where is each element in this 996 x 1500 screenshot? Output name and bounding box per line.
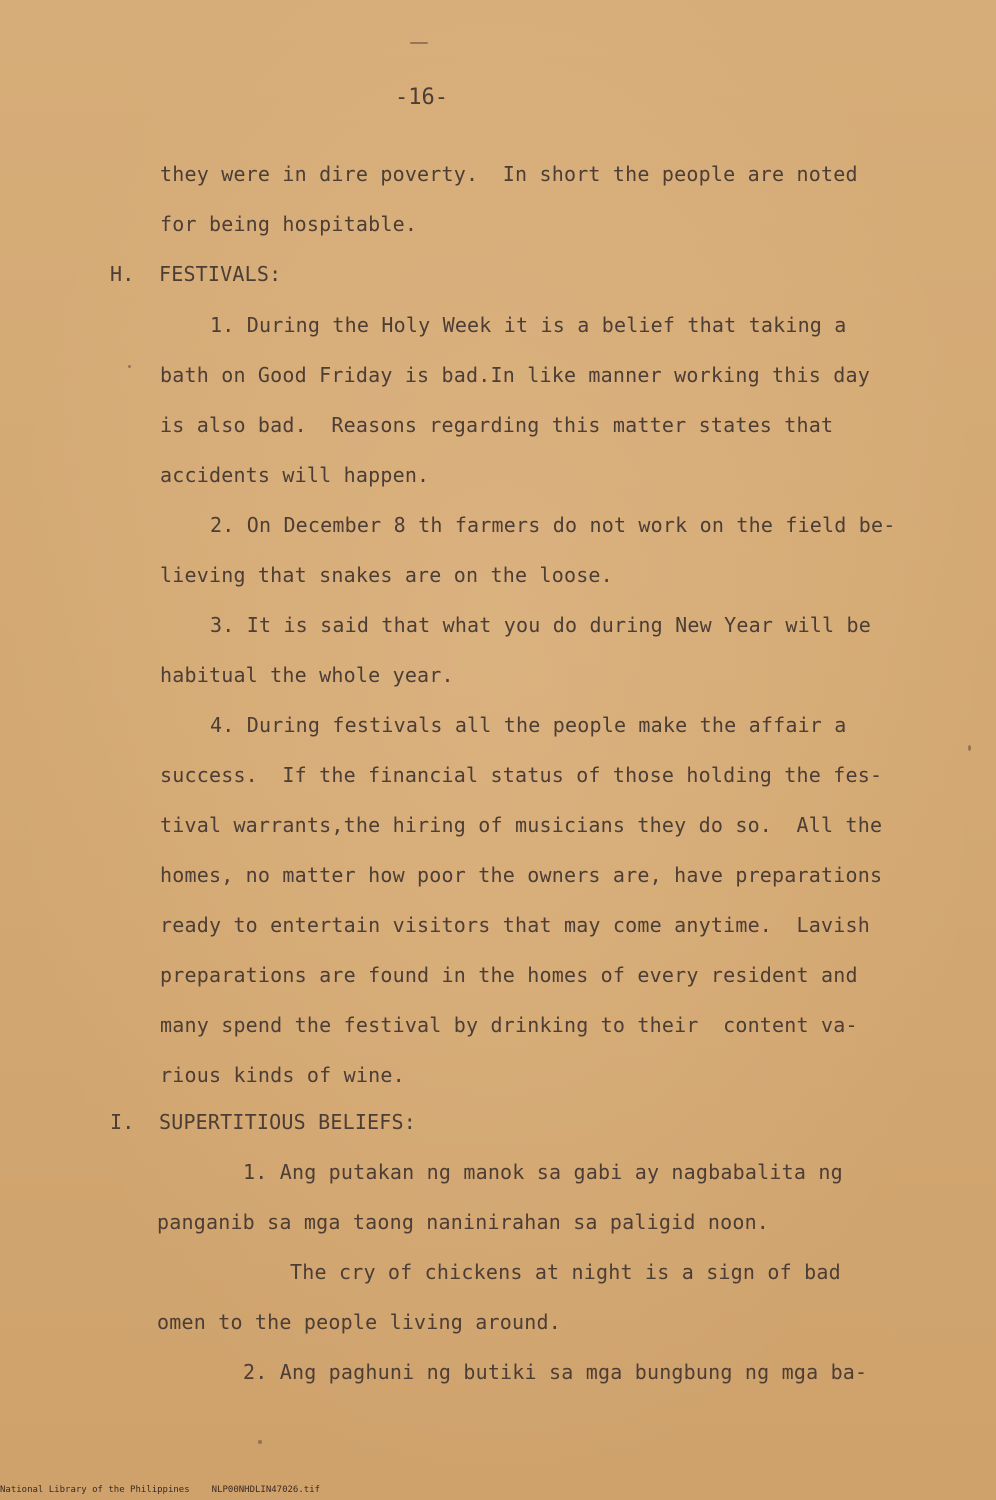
text-line: lieving that snakes are on the loose. <box>160 563 613 587</box>
text-line: tival warrants,the hiring of musicians they do so. All the <box>160 813 883 837</box>
text-line: preparations are found in the homes of every resident and <box>160 963 858 987</box>
text-line: 2. Ang paghuni ng butiki sa mga bungbung ng mga ba- <box>243 1360 868 1384</box>
text-line: 1. Ang putakan ng manok sa gabi ay nagbabalita ng <box>243 1160 843 1184</box>
section-heading-i: I. SUPERTITIOUS BELIEFS: <box>110 1110 417 1134</box>
text-line: homes, no matter how poor the owners are, have preparations <box>160 863 883 887</box>
page-number: -16- <box>395 85 448 110</box>
text-line: success. If the financial status of those holding the fes- <box>160 763 883 787</box>
footer-file-id: NLP00NHDLIN47026.tif <box>211 1485 321 1495</box>
text-line: rious kinds of wine. <box>160 1063 405 1087</box>
section-heading-h: H. FESTIVALS: <box>110 262 282 286</box>
text-line: 4. During festivals all the people make the affair a <box>210 713 847 737</box>
paper-speck <box>410 42 428 44</box>
paper-speck <box>968 745 971 751</box>
text-line: habitual the whole year. <box>160 663 454 687</box>
text-line: 2. On December 8 th farmers do not work on the field be- <box>210 513 896 537</box>
text-line: ready to entertain visitors that may come anytime. Lavish <box>160 913 870 937</box>
text-line: accidents will happen. <box>160 463 430 487</box>
paper-speck <box>128 365 131 368</box>
footer <box>0 1484 342 1496</box>
text-line: The cry of chickens at night is a sign of bad <box>290 1260 841 1284</box>
text-line: 3. It is said that what you do during New Year will be <box>210 613 872 637</box>
text-line: 1. During the Holy Week it is a belief that taking a <box>210 313 847 337</box>
paper-speck <box>258 1440 262 1444</box>
footer-library: National Library of the Philippines <box>0 1485 190 1495</box>
text-line: bath on Good Friday is bad.In like manner working this day <box>160 363 870 387</box>
text-line: omen to the people living around. <box>157 1310 561 1334</box>
text-line: panganib sa mga taong naninirahan sa paligid noon. <box>157 1210 770 1234</box>
text-line: is also bad. Reasons regarding this matter states that <box>160 413 834 437</box>
text-line: for being hospitable. <box>160 212 418 236</box>
text-line: many spend the festival by drinking to their content va- <box>160 1013 858 1037</box>
text-line: they were in dire poverty. In short the people are noted <box>160 162 858 186</box>
